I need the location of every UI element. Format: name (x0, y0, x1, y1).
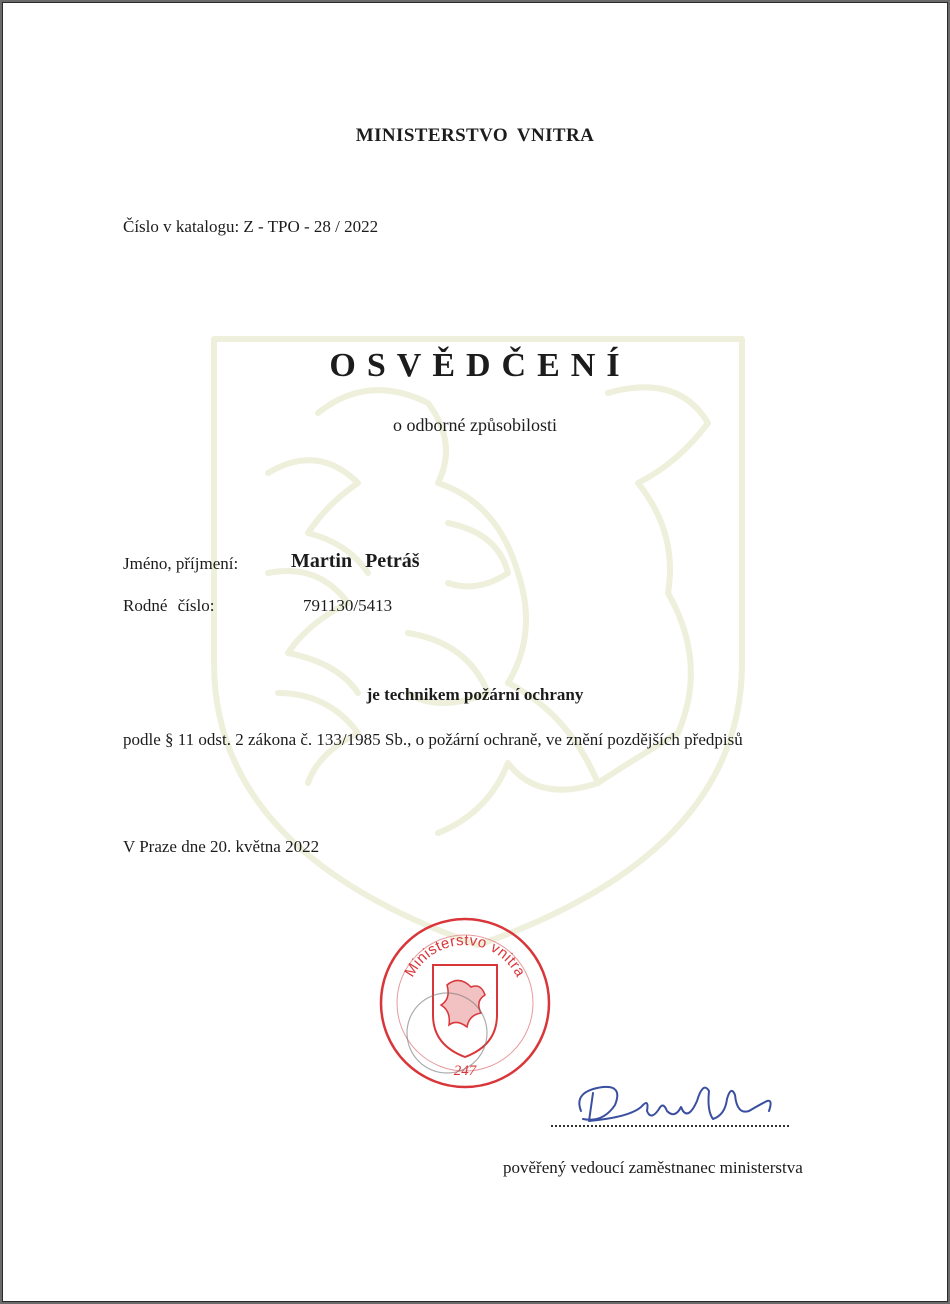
legal-basis: podle § 11 odst. 2 zákona č. 133/1985 Sb., o požární ochraně, ve znění pozdějších předpisů (123, 730, 743, 749)
catalog-number: Číslo v katalogu: Z - TPO - 28 / 2022 (123, 217, 379, 236)
certificate-subtitle: o odborné způsobilosti (393, 415, 557, 435)
name-value: Martin Petráš (291, 550, 420, 572)
certificate-title: OSVĚDČENÍ (329, 347, 631, 384)
svg-text:Ministerstvo vnitra: Ministerstvo vnitra (401, 931, 529, 980)
name-label: Jméno, příjmení: (123, 554, 239, 573)
ministry-heading: MINISTERSTVO VNITRA (355, 125, 595, 146)
signature-line (551, 1117, 789, 1127)
birth-number-label: Rodné číslo: (123, 596, 215, 615)
signer-role: pověřený vedoucí zaměstnanec ministerstva (503, 1158, 803, 1177)
stamp-number: 247 (453, 1063, 477, 1079)
place-and-date: V Praze dne 20. května 2022 (123, 837, 320, 856)
official-stamp (377, 915, 553, 1091)
qualification-statement: je technikem požární ochrany (366, 685, 584, 704)
certificate-page (2, 2, 948, 1302)
birth-number-value: 791130/5413 (303, 596, 393, 615)
